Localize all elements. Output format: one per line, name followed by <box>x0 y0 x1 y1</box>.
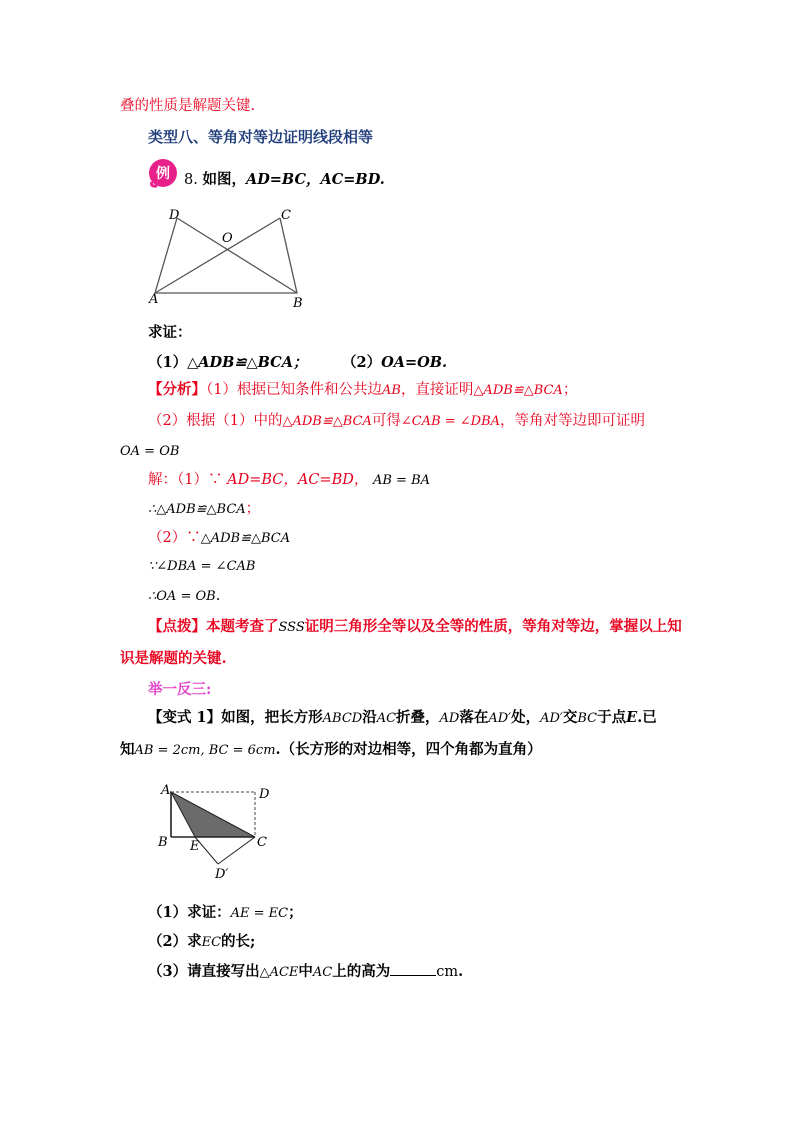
q1-num: （1） <box>148 904 188 921</box>
solution-congruence: ∴△ADB≌△BCA <box>148 502 246 517</box>
example-conditions: AD=BC，AC=BD. <box>245 171 385 188</box>
variant-t6: 交 <box>562 709 578 726</box>
solution-s3-prefix: （2）∵ <box>148 530 201 546</box>
variant-math-abcd: ABCD <box>322 711 363 726</box>
fig2-label-b: B <box>158 835 168 850</box>
q2-num: （2） <box>148 933 188 950</box>
solution-conclusion: ∴OA = OB <box>148 589 216 604</box>
analysis-math-angles: ∠CAB = ∠DBA <box>400 414 501 429</box>
part-1-num: （1） <box>148 354 188 371</box>
variant-math-ac: AC <box>376 711 397 726</box>
solution-head: 解：（1）∵ <box>148 472 223 488</box>
variant-math-ad: AD <box>439 711 460 726</box>
solution-math-ab-ba: AB = BA <box>372 473 431 488</box>
variant-math-e: E <box>626 709 638 726</box>
solution-line-2 <box>148 499 260 520</box>
tip-line-2: 识是解题的关键. <box>120 650 227 667</box>
part-1 <box>148 353 307 373</box>
variant-given: AB = 2cm, BC = 6cm <box>134 743 276 758</box>
variant-t2: 沿 <box>362 709 377 726</box>
analysis-math-congruence-2: △ADB≌△BCA <box>282 414 372 429</box>
figure-2-diagram <box>155 778 285 888</box>
solution-s3-congruence: △ADB≌△BCA <box>200 531 291 546</box>
q2-text-a: 求 <box>187 933 202 950</box>
q3-math-2: AC <box>312 965 333 980</box>
fig2-label-dprime: D′ <box>215 867 229 882</box>
proof-heading: 求证： <box>148 324 192 341</box>
analysis-line-2 <box>148 411 645 432</box>
practice-title: 举一反三: <box>148 681 212 698</box>
section-title: 类型八、等角对等边证明线段相等 <box>148 128 374 146</box>
analysis-text-2e: ，等角对等边即可证明 <box>500 413 646 429</box>
example-prompt: 如图， <box>202 171 246 188</box>
q2-math: EC <box>201 935 222 950</box>
solution-conditions: AD=BC，AC=BD， <box>227 472 369 488</box>
q3-math: △ACE <box>259 965 299 980</box>
q2-text-b: 的长; <box>221 933 256 950</box>
analysis-text-1end: ； <box>562 382 578 398</box>
q3-text-c: 上的高为 <box>332 963 391 980</box>
fig2-label-a: A <box>161 783 171 798</box>
fig1-label-a: A <box>149 292 159 307</box>
variant-t4: 落在 <box>459 709 489 726</box>
analysis-math-ab: AB <box>381 383 401 398</box>
example-badge-text: 例 <box>156 166 170 182</box>
solution-line-5 <box>148 586 220 607</box>
fig2-label-d: D <box>259 787 270 802</box>
intro-line: 叠的性质是解题关键. <box>120 98 256 114</box>
example-number: 8. <box>184 172 198 188</box>
part-2 <box>342 353 447 373</box>
variant-math-adp-2: AD′ <box>540 711 563 726</box>
variant-line-1 <box>148 708 657 729</box>
variant-t7: 于点 <box>597 709 627 726</box>
q1-text: 求证： <box>187 904 231 921</box>
tip-line-1 <box>148 617 682 638</box>
tip-tag: 【点拨】 <box>148 618 206 635</box>
figure2-edge-cd <box>218 837 255 864</box>
figure-1-diagram <box>145 205 320 315</box>
q3-text-b: 中 <box>298 963 313 980</box>
analysis-tag: 【分析】 <box>148 381 206 398</box>
fig1-label-c: C <box>281 208 291 223</box>
tip-sss: SSS <box>278 620 305 635</box>
part-2-num: （2） <box>342 354 382 371</box>
variant-math-bc: BC <box>577 711 598 726</box>
variant-t5: 处， <box>511 709 541 726</box>
fig1-label-b: B <box>293 296 303 311</box>
variant-line-2 <box>120 740 542 761</box>
example-badge-icon <box>148 158 178 188</box>
solution-line-3 <box>148 528 290 549</box>
part-1-text: △ADB≌△BCA； <box>187 354 308 371</box>
q1-math: AE = EC <box>230 906 289 921</box>
analysis-text-2a: （2）根据（1）中的 <box>148 413 283 429</box>
variant-t1: 如图，把长方形 <box>221 709 323 726</box>
analysis-line-1 <box>148 380 577 401</box>
variant-math-adp: AD′ <box>488 711 512 726</box>
tip-text-a: 本题考查了 <box>206 618 279 635</box>
q1-end: ； <box>288 904 303 921</box>
solution-line-1 <box>148 470 430 491</box>
variant-t3: 折叠， <box>396 709 440 726</box>
question-3 <box>148 961 463 983</box>
variant-t10: .（长方形的对边相等，四个角都为直角） <box>275 741 542 758</box>
figure1-outline <box>155 218 297 293</box>
q3-answer-blank[interactable] <box>390 961 436 976</box>
q3-unit: cm <box>436 964 459 980</box>
q3-num: （3） <box>148 963 188 980</box>
question-2 <box>148 932 255 953</box>
variant-tag: 【变式 1】 <box>148 709 222 726</box>
fig2-label-c: C <box>257 835 267 850</box>
figure1-diagonal-db <box>177 218 297 293</box>
fig2-label-e: E <box>190 839 200 854</box>
analysis-text-1a: （1）根据已知条件和公共边 <box>206 382 382 398</box>
solution-s2-end: ； <box>245 501 261 517</box>
figure2-shaded-triangle <box>171 792 255 837</box>
example-line <box>184 170 385 190</box>
fig1-label-o: O <box>222 231 233 246</box>
q3-end: . <box>458 963 464 980</box>
solution-s5-end: . <box>215 588 221 604</box>
solution-line-4: ∵∠DBA = ∠CAB <box>148 559 256 574</box>
fig1-label-d: D <box>169 208 180 223</box>
part-2-text: OA=OB. <box>381 354 448 371</box>
analysis-text-2c: 可得 <box>371 413 401 429</box>
variant-t8: .已 <box>637 709 657 726</box>
q3-text-a: 请直接写出 <box>187 963 260 980</box>
question-1 <box>148 903 303 924</box>
tip-text-b: 证明三角形全等以及全等的性质，等角对等边，掌握以上知 <box>304 618 682 635</box>
analysis-math-congruence: △ADB≌△BCA <box>473 383 563 398</box>
analysis-text-1b: ，直接证明 <box>400 382 474 398</box>
analysis-line-3: OA = OB <box>120 444 180 459</box>
variant-t9: 知 <box>120 741 135 758</box>
